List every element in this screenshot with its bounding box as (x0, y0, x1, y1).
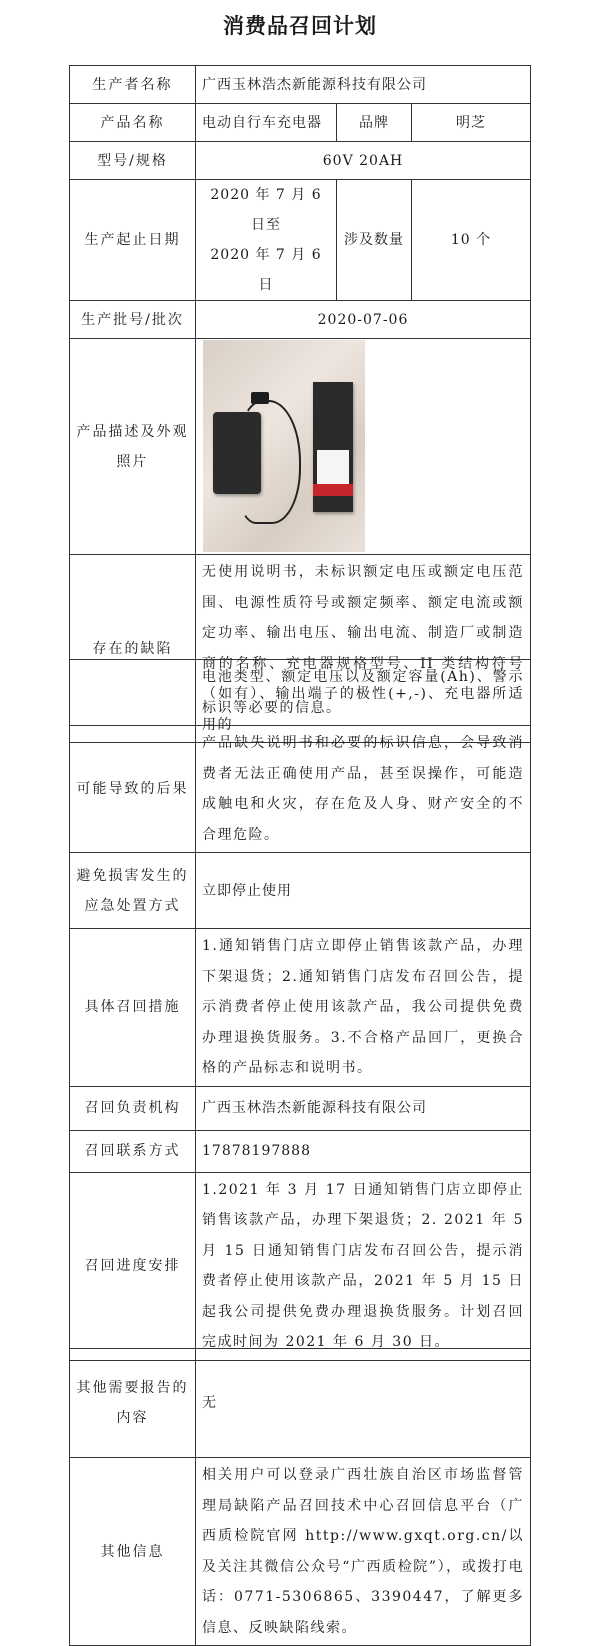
other-report-value: 无 (196, 1349, 531, 1458)
emergency-label-line1: 避免损害发生的 (76, 867, 189, 884)
product-photo (203, 340, 365, 552)
page-title: 消费品召回计划 (223, 13, 377, 38)
charger-box-stripe (313, 484, 353, 496)
schedule-label: 召回进度安排 (70, 1172, 196, 1360)
batch-value: 2020-07-06 (196, 301, 531, 339)
defect-value-part2: 电池类型、额定电压以及额定容量(Ah)、警示标识等必要的信息。 (196, 660, 531, 726)
recall-table-part-3 (69, 1348, 530, 1646)
photo-cell (196, 339, 531, 555)
defect-value-part1: 无使用说明书，未标识额定电压或额定电压范围、电源性质符号或额定频率、额定电流或额定功率、输出电压、输出电流、制造厂或制造商的名称、充电器规格型号、II 类结构符号（如有）、输出端子的极性(+,-)、充电器所适用的 (196, 555, 531, 743)
measures-label: 具体召回措施 (70, 929, 196, 1087)
quantity-label: 涉及数量 (337, 180, 412, 301)
other-report-label (70, 1349, 196, 1458)
producer-label: 生产者名称 (70, 66, 196, 104)
emergency-label-line2: 应急处置方式 (84, 897, 181, 914)
photo-label-line2: 照片 (116, 453, 149, 470)
contact-label: 召回联系方式 (70, 1130, 196, 1172)
model-value: 60V 20AH (196, 142, 531, 180)
emergency-label (70, 853, 196, 929)
charger-plug (251, 392, 269, 404)
date-value (196, 180, 337, 301)
charger-box-label (317, 450, 349, 484)
other-info-label: 其他信息 (70, 1458, 196, 1646)
date-label: 生产起止日期 (70, 180, 196, 301)
photo-label-line1: 产品描述及外观 (76, 423, 189, 440)
other-report-label-line2: 内容 (116, 1410, 149, 1426)
defect-label: 存在的缺陷 (70, 555, 196, 743)
other-report-label-line1: 其他需要报告的 (76, 1380, 189, 1396)
product-value: 电动自行车充电器 (196, 104, 337, 142)
schedule-value: 1.2021 年 3 月 17 日通知销售门店立即停止销售该款产品，办理下架退货；2. 2021 年 5 月 15 日通知销售门店发布召回公告，提示消费者停止使用该款产品，2021 年 5 月 15 日起我公司提供免费办理退换货服务。计划召回完成时间为 2021 年 6 月 30 日。 (196, 1172, 531, 1360)
brand-label: 品牌 (337, 104, 412, 142)
defect-label-continued (70, 660, 196, 726)
emergency-value: 立即停止使用 (196, 853, 531, 929)
other-info-value: 相关用户可以登录广西壮族自治区市场监督管理局缺陷产品召回技术中心召回信息平台（广西质检院官网 http://www.gxqt.org.cn/以及关注其微信公众号“广西质检院”），或拨打电话：0771-5306865、3390447，了解更多信息、反映缺陷线索。 (196, 1458, 531, 1646)
consequence-value: 产品缺失说明书和必要的标识信息，会导致消费者无法正确使用产品，甚至误操作，可能造成触电和火灾，存在危及人身、财产安全的不合理危险。 (196, 726, 531, 853)
org-value: 广西玉林浩杰新能源科技有限公司 (196, 1086, 531, 1130)
date-end: 2020 年 7 月 6 日 (210, 247, 322, 293)
date-start: 2020 年 7 月 6 日至 (210, 187, 322, 233)
recall-table-part-2 (69, 659, 530, 1361)
photo-label (70, 339, 196, 555)
org-label: 召回负责机构 (70, 1086, 196, 1130)
charger-adapter (213, 412, 261, 494)
product-label: 产品名称 (70, 104, 196, 142)
consequence-label: 可能导致的后果 (70, 726, 196, 853)
recall-table-part-1 (69, 65, 530, 743)
producer-value: 广西玉林浩杰新能源科技有限公司 (196, 66, 531, 104)
quantity-value: 10 个 (412, 180, 531, 301)
brand-value: 明芝 (412, 104, 531, 142)
model-label: 型号/规格 (70, 142, 196, 180)
contact-value: 17878197888 (196, 1130, 531, 1172)
batch-label: 生产批号/批次 (70, 301, 196, 339)
measures-value: 1.通知销售门店立即停止销售该款产品，办理下架退货；2.通知销售门店发布召回公告，提示消费者停止使用该款产品，我公司提供免费办理退换货服务。3.不合格产品回厂，更换合格的产品标志和说明书。 (196, 929, 531, 1087)
